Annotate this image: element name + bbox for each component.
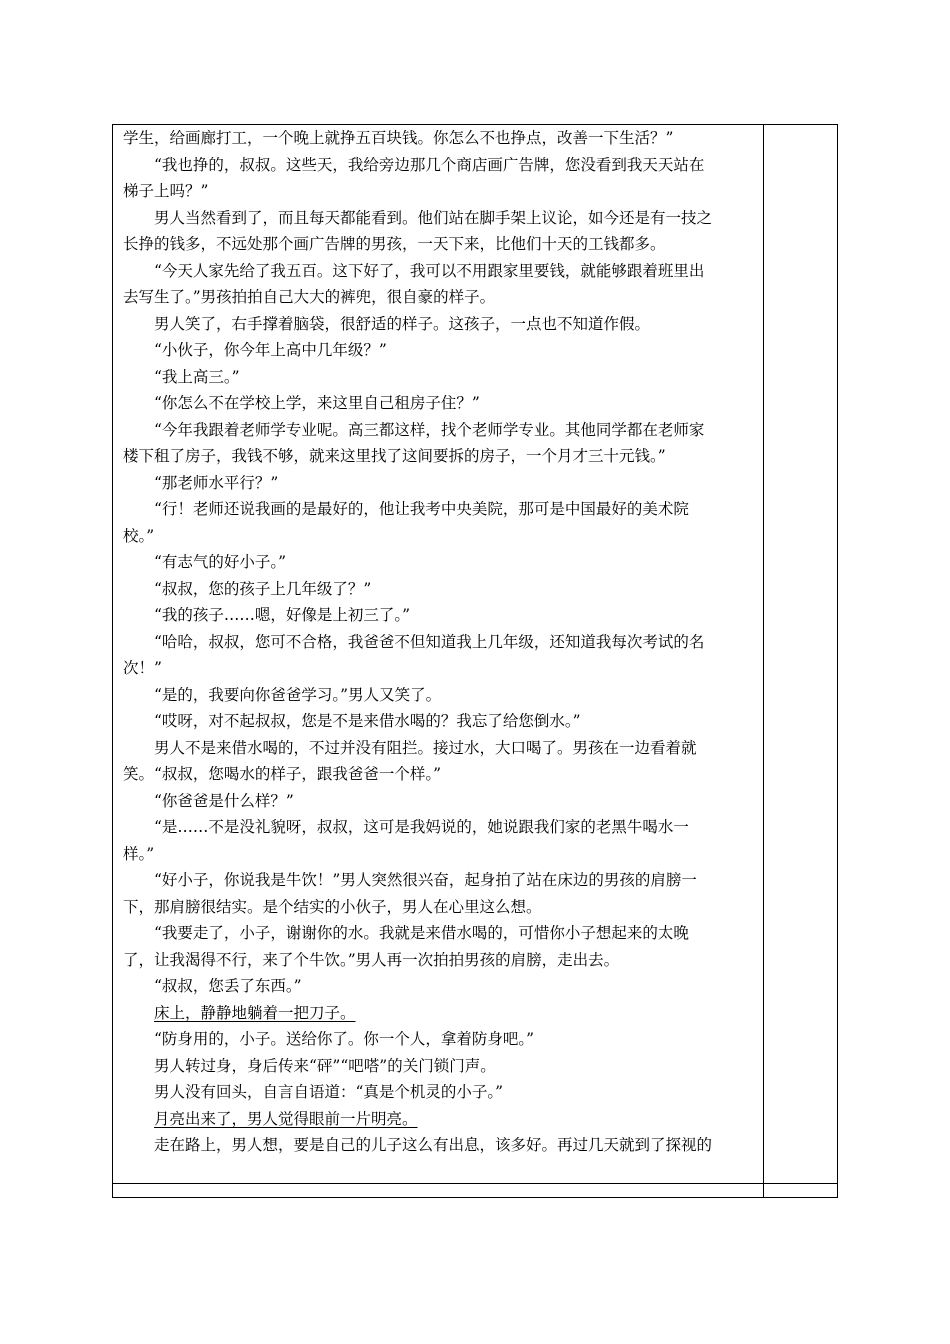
line-text: 男人当然看到了，而且每天都能看到。他们站在脚手架上议论，如今还是有一技之 xyxy=(154,208,713,227)
line-text: “我上高三。” xyxy=(154,367,240,386)
line-text: 走在路上，男人想，要是自己的儿子这么有出息，该多好。再过几天就到了探视的 xyxy=(154,1136,713,1154)
line-text: 了，让我渴得不行，来了个牛饮。”男人再一次拍拍男孩的肩膀，走出去。 xyxy=(123,950,620,969)
text-line xyxy=(123,920,755,947)
text-line xyxy=(123,443,755,470)
text-line xyxy=(123,337,755,364)
line-text: “你爸爸是什么样？” xyxy=(154,791,294,810)
line-text: 样。” xyxy=(123,844,155,863)
line-text: “好小子，你说我是牛饮！”男人突然很兴奋，起身拍了站在床边的男孩的肩膀一 xyxy=(154,871,697,889)
text-line xyxy=(123,258,755,285)
line-text: “行！老师还说我画的是最好的，他让我考中央美院，那可是中国最好的美术院 xyxy=(154,500,689,518)
text-line xyxy=(123,788,755,815)
line-text: “你怎么不在学校上学，来这里自己租房子住？” xyxy=(154,394,480,412)
story-table xyxy=(112,124,838,1198)
line-text: “哈哈，叔叔，您可不合格，我爸爸不但知道我上几年级，还知道我每次考试的名 xyxy=(154,632,705,651)
text-line xyxy=(123,364,755,391)
line-text: “是……不是没礼貌呀，叔叔，这可是我妈说的，她说跟我们家的老黑牛喝水一 xyxy=(154,818,689,836)
line-text: 学生，给画廊打工，一个晚上就挣五百块钱。你怎么不也挣点，改善一下生活？” xyxy=(123,129,674,147)
text-line xyxy=(123,867,755,894)
text-line xyxy=(123,814,755,841)
text-line xyxy=(123,576,755,603)
line-text: “我也挣的，叔叔。这些天，我给旁边那几个商店画广告牌，您没看到我天天站在 xyxy=(154,155,705,174)
line-text: “我要走了，小子，谢谢你的水。我就是来借水喝的，可惜你小子想起来的太晚 xyxy=(154,924,689,942)
text-line xyxy=(123,549,755,576)
line-text: 楼下租了房子，我钱不够，就来这里找了这间要拆的房子，一个月才三十元钱。” xyxy=(123,447,666,465)
line-text: “有志气的好小子。” xyxy=(154,553,287,571)
text-line xyxy=(123,125,755,152)
text-line xyxy=(123,735,755,762)
text-line xyxy=(123,947,755,974)
column-divider xyxy=(763,125,764,1197)
line-text: 去写生了。”男孩拍拍自己大大的裤兜，很自豪的样子。 xyxy=(123,288,496,306)
text-line xyxy=(123,973,755,1000)
text-line xyxy=(123,1106,755,1133)
text-line xyxy=(123,1132,755,1159)
text-line xyxy=(123,311,755,338)
line-text: 男人没有回头，自言自语道：“真是个机灵的小子。” xyxy=(154,1083,504,1101)
text-line xyxy=(123,390,755,417)
text-line xyxy=(123,1079,755,1106)
text-line xyxy=(123,894,755,921)
text-line xyxy=(123,1053,755,1080)
line-text: 长挣的钱多，不远处那个画广告牌的男孩，一天下来，比他们十天的工钱都多。 xyxy=(123,235,666,253)
text-line xyxy=(123,523,755,550)
line-text: 笑。“叔叔，您喝水的样子，跟我爸爸一个样。” xyxy=(123,765,442,783)
story-text-cell xyxy=(123,125,755,1159)
text-line xyxy=(123,284,755,311)
text-line xyxy=(123,205,755,232)
text-line xyxy=(123,178,755,205)
line-text: “小伙子，你今年上高中几年级？” xyxy=(154,341,387,359)
line-text: 下，那肩膀很结实。是个结实的小伙子，男人在心里这么想。 xyxy=(123,897,542,916)
line-text: 男人不是来借水喝的，不过并没有阻拦。接过水，大口喝了。男孩在一边看着就 xyxy=(154,738,697,757)
line-text: 梯子上吗？” xyxy=(123,182,209,200)
line-text: “是的，我要向你爸爸学习。”男人又笑了。 xyxy=(154,685,442,704)
text-line xyxy=(123,629,755,656)
text-line xyxy=(123,417,755,444)
line-text: “今天人家先给了我五百。这下好了，我可以不用跟家里要钱，就能够跟着班里出 xyxy=(154,261,705,280)
text-line xyxy=(123,1000,755,1027)
text-line xyxy=(123,602,755,629)
line-text: 次！” xyxy=(123,659,162,677)
line-text: “防身用的，小子。送给你了。你一个人，拿着防身吧。” xyxy=(154,1030,535,1048)
line-text: “今年我跟着老师学专业呢。高三都这样，找个老师学专业。其他同学都在老师家 xyxy=(154,420,705,439)
text-line xyxy=(123,231,755,258)
text-line xyxy=(123,152,755,179)
line-text: “叔叔，您丢了东西。” xyxy=(154,977,302,995)
text-line xyxy=(123,655,755,682)
line-text: “叔叔，您的孩子上几年级了？” xyxy=(154,579,372,598)
row-divider xyxy=(113,1183,837,1184)
text-line xyxy=(123,470,755,497)
line-text: 男人笑了，右手撑着脑袋，很舒适的样子。这孩子，一点也不知道作假。 xyxy=(154,314,651,333)
line-text: “那老师水平行？” xyxy=(154,473,279,492)
line-text: “哎呀，对不起叔叔，您是不是来借水喝的？我忘了给您倒水。” xyxy=(154,712,581,730)
line-text: 男人转过身，身后传来“砰”“吧嗒”的关门锁门声。 xyxy=(154,1056,496,1075)
underlined-sentence: 月亮出来了，男人觉得眼前一片明亮。 xyxy=(154,1109,418,1128)
text-line xyxy=(123,1026,755,1053)
text-line xyxy=(123,708,755,735)
text-line xyxy=(123,496,755,523)
text-line xyxy=(123,761,755,788)
line-text: 校。” xyxy=(123,526,155,545)
underlined-sentence: 床上，静静地躺着一把刀子。 xyxy=(154,1003,356,1022)
line-text: “我的孩子……嗯，好像是上初三了。” xyxy=(154,606,411,624)
text-line xyxy=(123,682,755,709)
text-line xyxy=(123,841,755,868)
